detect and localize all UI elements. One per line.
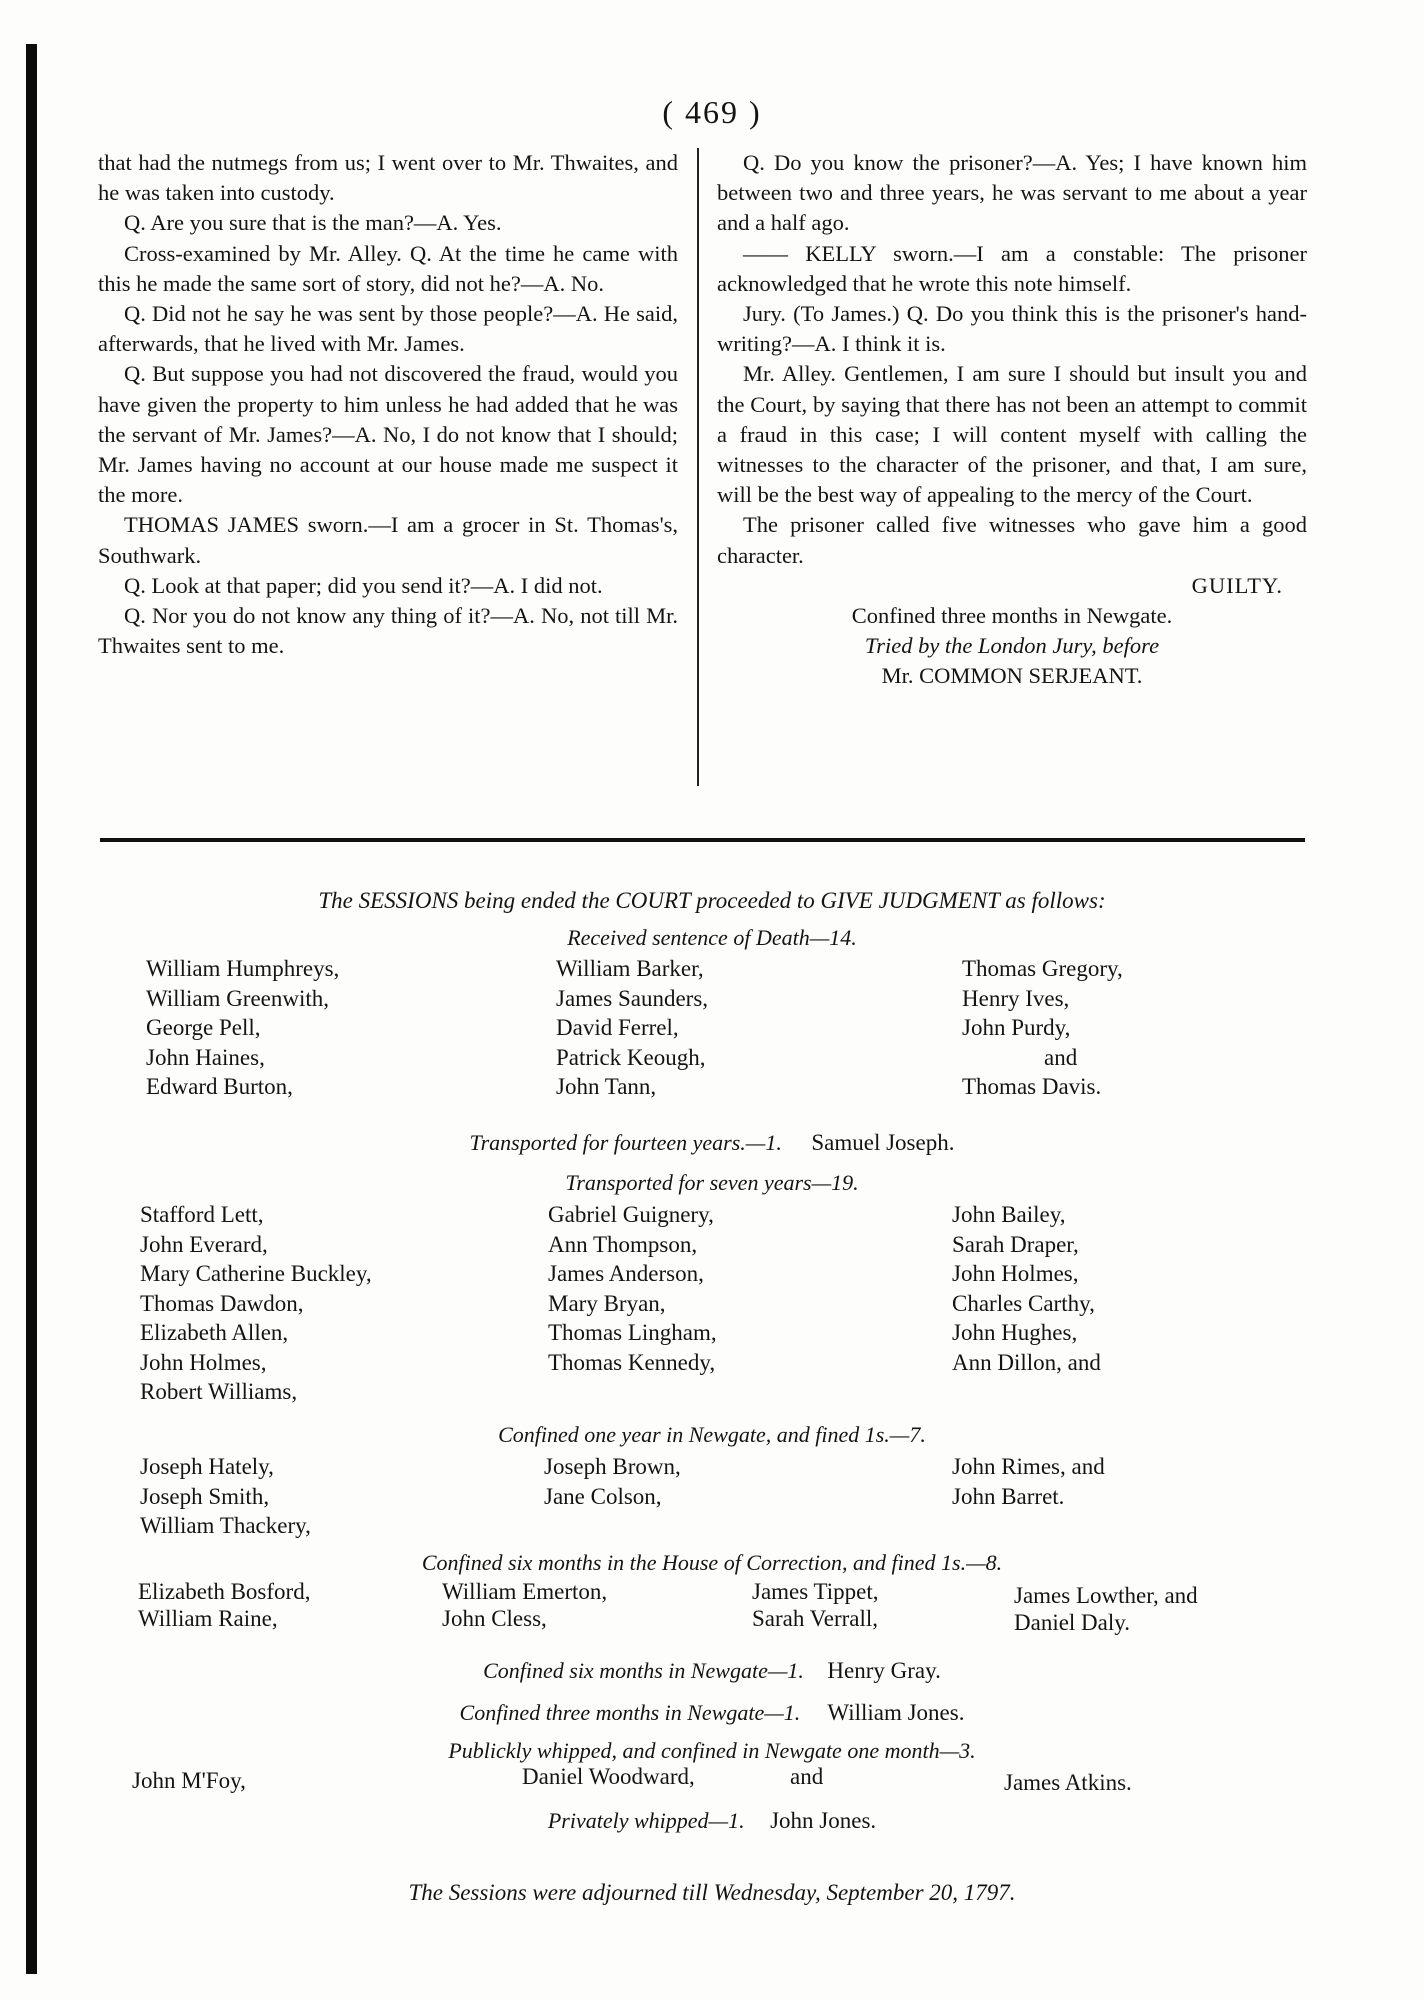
one-year-names-col1 (140, 1452, 311, 1541)
prisoner-name: Samuel Joseph. (811, 1130, 955, 1155)
fourteen-years-line (0, 1130, 1424, 1156)
correction-heading: Confined six months in the House of Correction, and fined 1s.—8. (421, 1550, 1003, 1575)
prisoner-name: Patrick Keough, (556, 1044, 706, 1070)
prisoner-name: and (1044, 1044, 1078, 1070)
prisoner-name: Thomas Lingham, (548, 1320, 717, 1345)
prisoner-name: William Greenwith, (146, 985, 330, 1011)
correction-names-col3 (752, 1578, 879, 1632)
testimony-paragraph: Q. Do you know the prisoner?—A. Yes; I have known him between two and three years, he was servant to me about a year and a half ago. (717, 150, 1307, 236)
prisoner-name: Edward Burton, (146, 1074, 293, 1099)
prisoner-name: John Jones. (770, 1808, 877, 1833)
testimony-paragraph: —— KELLY sworn.—I am a constable: The prisoner acknowledged that he wrote this note himself. (717, 240, 1307, 296)
seven-names-col3 (952, 1200, 1101, 1377)
correction-names-col2 (442, 1578, 607, 1632)
three-months-heading: Confined three months in Newgate—1. (459, 1700, 801, 1725)
prisoner-name: John Holmes, (952, 1261, 1079, 1286)
private-whipping-heading: Privately whipped—1. (547, 1808, 745, 1833)
prisoner-name: Thomas Kennedy, (548, 1349, 716, 1375)
testimony-paragraph: Q. Are you sure that is the man?—A. Yes. (124, 210, 502, 236)
testimony-paragraph: Q. But suppose you had not discovered the fraud, would you have given the property to him unless he had added that he was the servant of Mr. James?—A. No, I do not know that I should; Mr. James having no account at our house made me suspect it the more. (98, 361, 678, 508)
death-heading: Received sentence of Death—14. (567, 925, 857, 950)
prisoner-name: Mary Bryan, (548, 1290, 666, 1316)
prisoner-name: John Bailey, (952, 1202, 1066, 1227)
left-column (98, 148, 678, 661)
prisoner-name: James Atkins. (1004, 1770, 1132, 1795)
prisoner-name: William Jones. (827, 1700, 965, 1725)
prisoner-name: John M'Foy, (132, 1768, 246, 1793)
section-rule (100, 838, 1305, 842)
prisoner-name: Gabriel Guignery, (548, 1202, 714, 1227)
prisoner-name: Thomas Dawdon, (140, 1290, 304, 1316)
page-number: ( 469 ) (662, 94, 762, 130)
prisoner-name: John Rimes, and (952, 1454, 1105, 1479)
one-year-heading: Confined one year in Newgate, and fined 1s.—7. (498, 1422, 926, 1447)
prisoner-name: Robert Williams, (140, 1379, 298, 1404)
six-months-line (0, 1658, 1424, 1684)
death-names-col1 (146, 954, 339, 1102)
adjournment-notice: The Sessions were adjourned till Wednesday, September 20, 1797. (408, 1880, 1016, 1905)
prisoner-name: Mary Catherine Buckley, (140, 1261, 372, 1286)
prisoner-name: Joseph Brown, (544, 1454, 681, 1479)
judgment-title: The SESSIONS being ended the COURT proceeded to GIVE JUDGMENT as follows: (318, 888, 1106, 913)
private-whipping-line (0, 1808, 1424, 1834)
seven-names-col1 (140, 1200, 372, 1407)
prisoner-name: George Pell, (146, 1015, 261, 1040)
death-names-col3 (962, 954, 1123, 1102)
public-whipping-heading: Publickly whipped, and confined in Newgate one month—3. (448, 1738, 976, 1763)
testimony-paragraph: Cross-examined by Mr. Alley. Q. At the time he came with this he made the same sort of story, did not he?—A. No. (98, 240, 678, 296)
judge: Mr. COMMON SERJEANT. (881, 663, 1143, 689)
verdict: GUILTY. (1191, 572, 1283, 598)
prisoner-name: Joseph Smith, (140, 1483, 270, 1509)
prisoner-name: Elizabeth Allen, (140, 1320, 289, 1345)
one-year-names-col3 (952, 1452, 1105, 1511)
prisoner-name: Thomas Davis. (962, 1074, 1102, 1099)
prisoner-name: Charles Carthy, (952, 1290, 1095, 1316)
prisoner-name: William Barker, (556, 956, 704, 981)
prisoner-name: Daniel Woodward, (522, 1764, 695, 1789)
prisoner-name: John Hughes, (952, 1320, 1078, 1345)
prisoner-name: James Tippet, (752, 1579, 879, 1604)
prisoner-name: John Purdy, (962, 1015, 1071, 1040)
column-divider (697, 148, 699, 786)
prisoner-name: John Holmes, (140, 1349, 267, 1375)
prisoner-name: Sarah Draper, (952, 1231, 1079, 1257)
prisoner-name: William Humphreys, (146, 956, 340, 981)
prisoner-name: Stafford Lett, (140, 1202, 264, 1227)
prisoner-name: William Raine, (138, 1606, 278, 1631)
prisoner-name: Ann Thompson, (548, 1231, 698, 1257)
prisoner-name: James Anderson, (548, 1261, 704, 1286)
prisoner-name: John Cless, (442, 1606, 547, 1631)
sentence: Confined three months in Newgate. (851, 603, 1173, 629)
prisoner-name: Sarah Verrall, (752, 1606, 879, 1631)
seven-names-col2 (548, 1200, 717, 1377)
three-months-line (0, 1700, 1424, 1726)
testimony-paragraph: Q. Did not he say he was sent by those people?—A. He said, afterwards, that he lived with Mr. James. (98, 301, 678, 357)
testimony-paragraph: Jury. (To James.) Q. Do you think this is the prisoner's hand-writing?—A. I think it is. (717, 301, 1307, 357)
testimony-paragraph: Q. Look at that paper; did you send it?—A. I did not. (124, 572, 603, 598)
prisoner-name: Elizabeth Bosford, (138, 1579, 311, 1604)
death-names-col2 (556, 954, 708, 1102)
prisoner-name: John Barret. (952, 1483, 1065, 1509)
prisoner-name: Thomas Gregory, (962, 956, 1123, 981)
right-column (717, 148, 1307, 692)
testimony-paragraph: that had the nutmegs from us; I went over to Mr. Thwaites, and he was taken into custody. (98, 150, 678, 206)
prisoner-name: and (790, 1764, 824, 1789)
testimony-paragraph: The prisoner called five witnesses who gave him a good character. (717, 512, 1307, 568)
correction-names-col4 (1014, 1582, 1198, 1636)
prisoner-name: David Ferrel, (556, 1015, 679, 1040)
prisoner-name: Henry Gray. (827, 1658, 941, 1683)
prisoner-name: James Lowther, and (1014, 1583, 1198, 1608)
page-spine-edge (26, 44, 37, 1974)
prisoner-name: John Everard, (140, 1231, 268, 1257)
seven-years-heading: Transported for seven years—19. (565, 1170, 859, 1195)
six-months-heading: Confined six months in Newgate—1. (483, 1658, 804, 1683)
tried-by: Tried by the London Jury, before (864, 633, 1160, 659)
testimony-paragraph: Mr. Alley. Gentlemen, I am sure I should but insult you and the Court, by saying that there has not been an attempt to commit a fraud in this case; I will content myself with calling the witnesses to the character of the prisoner, and that, I am sure, will be the best way of appealing to the mercy of the Court. (717, 361, 1307, 508)
prisoner-name: John Haines, (146, 1044, 265, 1070)
prisoner-name: William Emerton, (442, 1579, 608, 1604)
testimony-paragraph: Q. Nor you do not know any thing of it?—A. No, not till Mr. Thwaites sent to me. (98, 603, 678, 659)
testimony-paragraph: THOMAS JAMES sworn.—I am a grocer in St. Thomas's, Southwark. (98, 512, 678, 568)
prisoner-name: Ann Dillon, and (952, 1349, 1101, 1375)
prisoner-name: Joseph Hately, (140, 1454, 274, 1479)
prisoner-name: Daniel Daly. (1014, 1610, 1131, 1635)
prisoner-name: William Thackery, (140, 1513, 311, 1538)
correction-names-col1 (138, 1578, 310, 1632)
one-year-names-col2 (544, 1452, 681, 1511)
prisoner-name: Jane Colson, (544, 1483, 662, 1509)
prisoner-name: James Saunders, (556, 985, 709, 1011)
prisoner-name: Henry Ives, (962, 985, 1070, 1011)
prisoner-name: John Tann, (556, 1074, 657, 1099)
fourteen-heading: Transported for fourteen years.—1. (469, 1130, 782, 1155)
